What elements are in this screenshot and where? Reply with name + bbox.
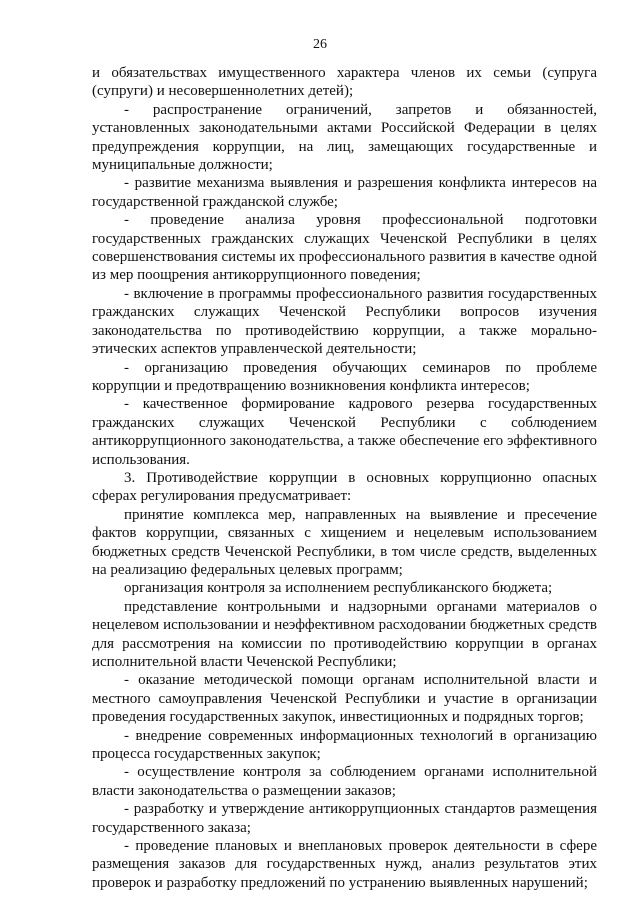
paragraph-5: - включение в программы профессионального развития государственных гражданских служащих Чеченской Республики вопросов изучения законодательства по противодействию коррупции, а также морально-этических аспектов управленческой деятельности;: [92, 285, 597, 358]
paragraph-6: - организацию проведения обучающих семинаров по проблеме коррупции и предотвращению возникновения конфликта интересов;: [92, 359, 597, 394]
document-body: [92, 64, 597, 892]
paragraph-12: - оказание методической помощи органам исполнительной власти и местного самоуправления Чеченской Республики и участие в организации проведения государственных закупок, инвестиционных и подрядных торгов;: [92, 672, 597, 726]
paragraph-15: - разработку и утверждение антикоррупционных стандартов размещения государственного заказа;: [92, 801, 597, 836]
paragraph-8: 3. Противодействие коррупции в основных коррупционно опасных сферах регулирования предусматривает:: [92, 469, 597, 505]
paragraph-14: - осуществление контроля за соблюдением органами исполнительной власти законодательства о размещении заказов;: [92, 764, 597, 799]
page-number: 26: [313, 37, 327, 52]
paragraph-2: - распространение ограничений, запретов и обязанностей, установленных законодательными актами Российской Федерации в целях предупреждения коррупции, на лиц, замещающих государственные и муниципальные должности;: [92, 101, 597, 174]
paragraph-16: - проведение плановых и внеплановых проверок деятельности в сфере размещения заказов для государственных нужд, анализ результатов этих проверок и разработку предложений по устранению выявленных нарушений;: [92, 838, 597, 891]
paragraph-13: - внедрение современных информационных технологий в организацию процесса государственных закупок;: [92, 727, 597, 763]
paragraph-7: - качественное формирование кадрового резерва государственных гражданских служащих Чеченской Республики с соблюдением антикоррупционного законодательства, а также обеспечение его эффективного использования.: [92, 396, 597, 468]
paragraph-9: принятие комплекса мер, направленных на выявление и пресечение фактов коррупции, связанных с хищением и нецелевым использованием бюджетных средств Чеченской Республики, в том числе средств, выделенных на реализацию федеральных целевых программ;: [92, 506, 597, 578]
paragraph-11: представление контрольными и надзорными органами материалов о нецелевом использовании и неэффективном расходовании бюджетных средств для рассмотрения на комиссии по противодействию коррупции в органах исполнительной власти Чеченской Республики;: [92, 598, 597, 670]
paragraph-3: - развитие механизма выявления и разрешения конфликта интересов на государственной гражданской службе;: [92, 175, 597, 210]
paragraph-1: и обязательствах имущественного характера членов их семьи (супруга (супруги) и несовершеннолетних детей);: [92, 65, 597, 100]
paragraph-4: - проведение анализа уровня профессиональной подготовки государственных гражданских служащих Чеченской Республики в целях совершенствования системы их профессионального развития в качестве одной из мер поощрения антикоррупционного поведения;: [92, 212, 597, 284]
paragraph-10: организация контроля за исполнением республиканского бюджета;: [124, 580, 553, 597]
